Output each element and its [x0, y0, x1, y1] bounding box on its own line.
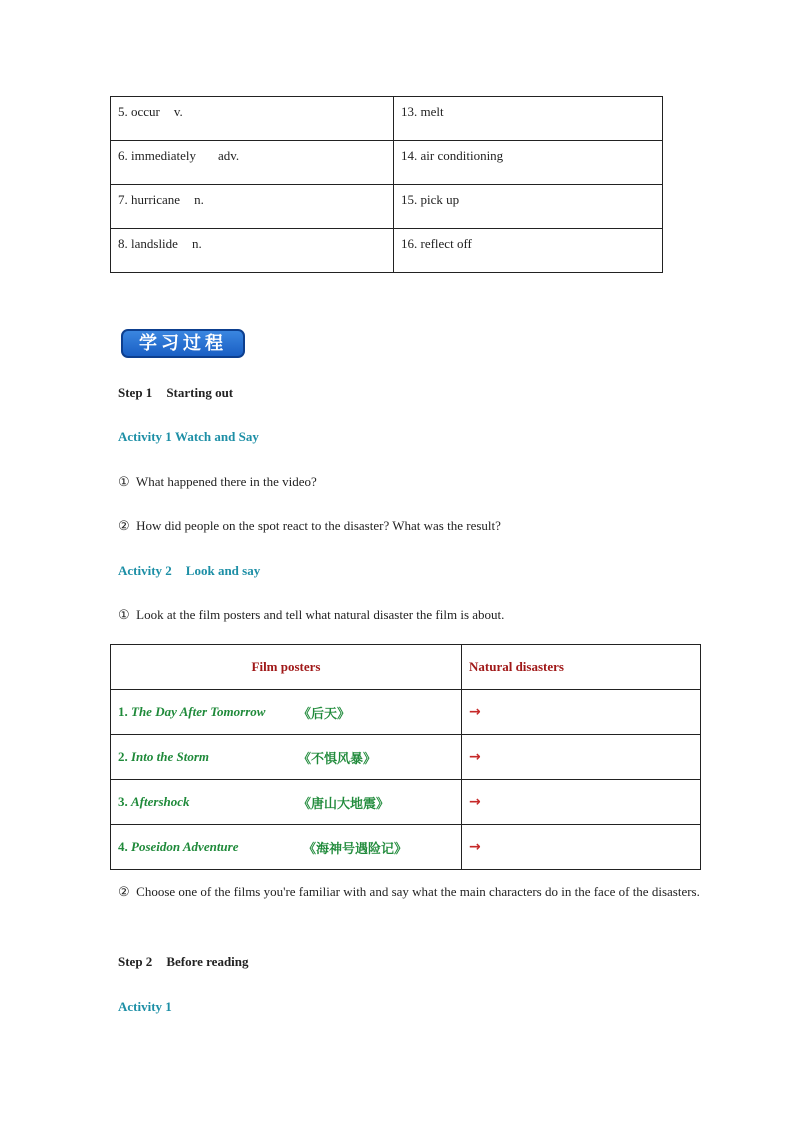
table-row: [111, 780, 701, 825]
vocab-cell: 13. melt: [394, 97, 663, 141]
part-of-speech: v.: [173, 104, 183, 119]
vocab-cell: [111, 141, 394, 185]
step-title: Before reading: [166, 954, 249, 969]
activity-title: Look and say: [185, 563, 261, 578]
question-text: Choose one of the films you're familiar with and say what the main characters do in the face of the disasters.: [136, 884, 700, 899]
arrow-icon: →: [469, 839, 481, 855]
table-row: [111, 97, 663, 141]
film-chinese-title: 《海神号遇险记》: [303, 842, 408, 857]
vocabulary-table: [110, 96, 663, 273]
disaster-cell: [462, 780, 701, 825]
section-badge: 学习过程: [121, 329, 245, 358]
table-row: [111, 141, 663, 185]
question-2: [118, 518, 501, 534]
film-title: Aftershock: [131, 794, 190, 809]
part-of-speech: n.: [194, 192, 204, 207]
film-cell: [111, 780, 462, 825]
question-number: ②: [118, 518, 130, 533]
table-header-row: [111, 645, 701, 690]
header-film-posters: Film posters: [111, 645, 462, 690]
question-text: What happened there in the video?: [135, 474, 317, 489]
vocab-word: 8. landslide: [118, 236, 178, 251]
disaster-cell: [462, 735, 701, 780]
disaster-cell: [462, 825, 701, 870]
film-title: Into the Storm: [131, 749, 210, 764]
disaster-cell: [462, 690, 701, 735]
arrow-icon: →: [469, 749, 481, 765]
film-chinese-title: 《不惧风暴》: [298, 752, 377, 767]
film-number: 4.: [118, 839, 128, 854]
step-title: Starting out: [166, 385, 234, 400]
vocab-cell: [111, 185, 394, 229]
film-cell: [111, 825, 462, 870]
question-number: ①: [118, 474, 130, 489]
step2-heading: [118, 954, 249, 970]
vocab-cell: [111, 97, 394, 141]
film-chinese-title: 《唐山大地震》: [298, 797, 390, 812]
film-number: 3.: [118, 794, 128, 809]
activity1b-heading: Activity 1: [118, 999, 172, 1014]
header-natural-disasters: Natural disasters: [462, 645, 701, 690]
vocab-cell: 14. air conditioning: [394, 141, 663, 185]
part-of-speech: adv.: [217, 148, 240, 163]
film-title: Poseidon Adventure: [131, 839, 239, 854]
table-row: [111, 185, 663, 229]
vocab-cell: 16. reflect off: [394, 229, 663, 273]
question-number: ②: [118, 884, 130, 899]
step1-heading: [118, 385, 233, 401]
film-posters-table: [110, 644, 701, 870]
activity1-heading: [118, 429, 259, 445]
question-text: Look at the film posters and tell what natural disaster the film is about.: [136, 607, 505, 622]
activity-label: Activity 2: [118, 563, 172, 578]
activity2-heading: [118, 563, 260, 579]
film-cell: [111, 735, 462, 780]
vocab-word: 7. hurricane: [118, 192, 181, 207]
activity-title: Watch and Say: [175, 429, 259, 444]
question-text: How did people on the spot react to the disaster? What was the result?: [136, 518, 501, 533]
film-number: 2.: [118, 749, 128, 764]
film-cell: [111, 690, 462, 735]
arrow-icon: →: [469, 704, 481, 720]
table-row: [111, 735, 701, 780]
question-1: [118, 474, 317, 490]
vocab-cell: [111, 229, 394, 273]
vocab-cell: 15. pick up: [394, 185, 663, 229]
part-of-speech: n.: [191, 236, 202, 251]
film-number: 1.: [118, 704, 128, 719]
film-chinese-title: 《后天》: [298, 707, 351, 722]
question-number: ①: [118, 607, 130, 622]
step-label: Step 2: [118, 954, 153, 969]
question-4: [118, 877, 715, 907]
vocab-word: 5. occur: [118, 104, 160, 119]
table-row: [111, 690, 701, 735]
step-label: Step 1: [118, 385, 153, 400]
table-row: [111, 825, 701, 870]
vocab-word: 6. immediately: [118, 148, 196, 163]
activity-label: Activity 1: [118, 429, 172, 444]
question-3: [118, 607, 504, 623]
table-row: [111, 229, 663, 273]
film-title: The Day After Tomorrow: [131, 704, 266, 719]
arrow-icon: →: [469, 794, 481, 810]
